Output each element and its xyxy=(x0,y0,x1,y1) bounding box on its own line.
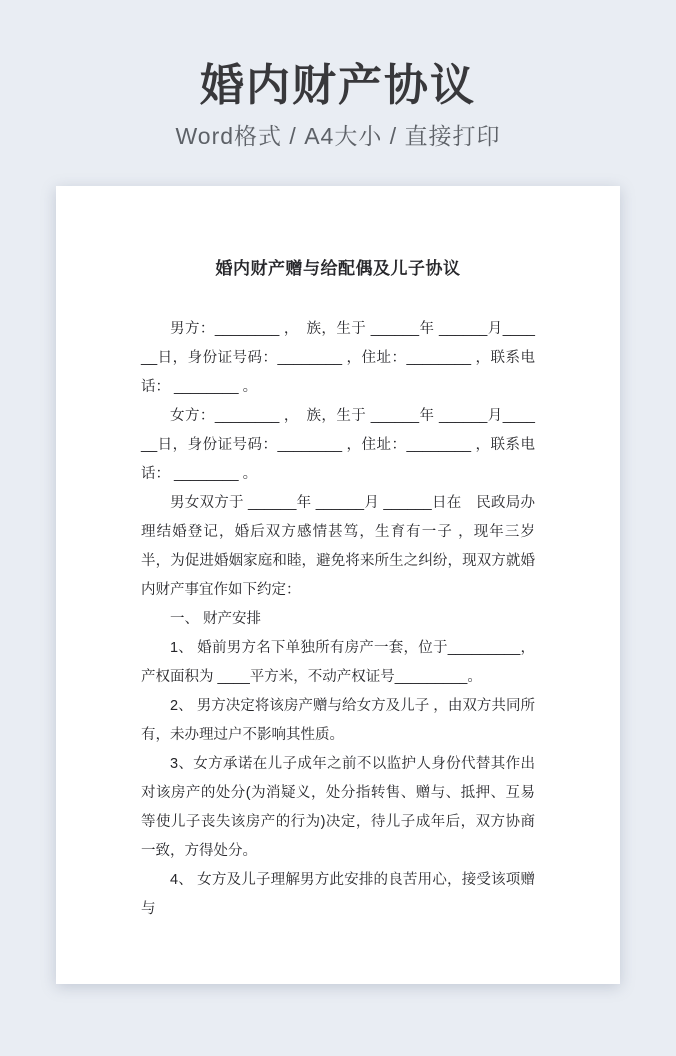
clause-4-acceptance: 4、 女方及儿子理解男方此安排的良苦用心，接受该项赠与 xyxy=(141,872,535,917)
document-title: 婚内财产赠与给配偶及儿子协议 xyxy=(215,259,461,278)
header xyxy=(0,0,676,152)
paragraph-marriage-background: 男女双方于 ______年 ______月 ______日在 民政局办理结婚登记，婚后双方感情甚笃，生育有一子 ，现年三岁半，为促进婚姻家庭和睦，避免将来所生之纠纷，现双方就婚内财产事宜作如下约定： xyxy=(141,495,535,598)
document-body xyxy=(141,315,535,924)
clause-2-gift-to-wife-and-son: 2、 男方决定将该房产赠与给女方及儿子 ，由双方共同所有，未办理过户不影响其性质。 xyxy=(141,698,535,743)
paragraph-party-b-info: 女方：________ ， 族，生于 ______年 ______月______日，身份证号码：________ ，住址：________ ，联系电话： ________ 。 xyxy=(141,408,535,482)
page-title: 婚内财产协议 xyxy=(200,61,476,110)
heading-property-arrangement: 一、 财产安排 xyxy=(170,611,262,627)
clause-1-premarital-house: 1、 婚前男方名下单独所有房产一套，位于_________，产权面积为 ____平方米，不动产权证号_________。 xyxy=(141,640,535,685)
paragraph-party-a-info: 男方：________ ， 族，生于 ______年 ______月______日，身份证号码：________ ，住址：________ ，联系电话： ________ 。 xyxy=(141,321,535,395)
document-page xyxy=(56,186,620,984)
clause-3-disposal-restriction: 3、女方承诺在儿子成年之前不以监护人身份代替其作出对该房产的处分(为消疑义，处分指转售、赠与、抵押、互易等使儿子丧失该房产的行为)决定，待儿子成年后，双方协商一致，方得处分。 xyxy=(141,756,535,859)
page-subtitle: Word格式 / A4大小 / 直接打印 xyxy=(175,123,501,149)
